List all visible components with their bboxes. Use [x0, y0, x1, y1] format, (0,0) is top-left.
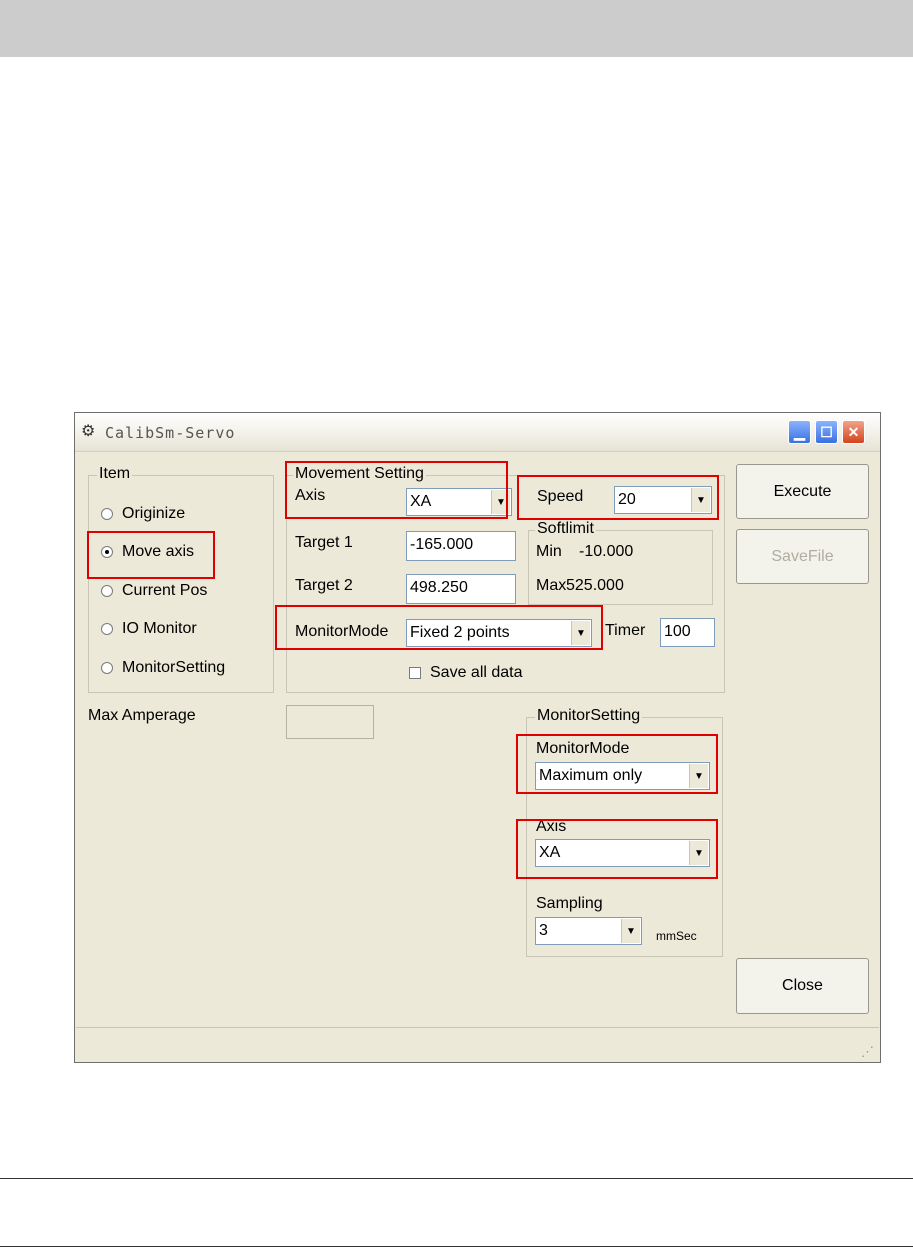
ms-sampling-label: Sampling	[536, 895, 603, 912]
minimize-button[interactable]	[788, 420, 811, 444]
footer-rule-bottom	[0, 1246, 913, 1247]
radio-label-move-axis[interactable]: Move axis	[122, 543, 195, 560]
maximize-button[interactable]	[815, 420, 838, 444]
radio-label-monitorsetting[interactable]: MonitorSetting	[122, 659, 226, 676]
axis-label: Axis	[295, 487, 326, 504]
speed-label: Speed	[537, 488, 584, 505]
savefile-button[interactable]: SaveFile	[736, 529, 869, 584]
radio-label-current-pos[interactable]: Current Pos	[122, 582, 208, 599]
max-amperage-label: Max Amperage	[88, 707, 196, 724]
header-band	[0, 0, 913, 57]
ms-monitor-mode-value: Maximum only	[539, 767, 643, 784]
radio-label-originize[interactable]: Originize	[122, 505, 186, 522]
status-bar	[76, 1027, 879, 1062]
chevron-down-icon[interactable]: ▼	[691, 488, 710, 512]
close-button[interactable]: Close	[736, 958, 869, 1014]
chevron-down-icon[interactable]: ▼	[621, 919, 640, 943]
softlimit-min-value: -10.000	[579, 543, 634, 560]
save-all-label[interactable]: Save all data	[430, 664, 523, 681]
item-group-legend: Item	[99, 465, 131, 482]
softlimit-legend: Softlimit	[537, 520, 594, 537]
ms-monitor-mode-label: MonitorMode	[536, 740, 630, 757]
calibsm-servo-window	[74, 412, 881, 1063]
target2-field[interactable]: 498.250	[406, 574, 516, 604]
app-icon: ⚙	[81, 423, 96, 440]
monitor-mode-select-value: Fixed 2 points	[410, 624, 510, 641]
softlimit-max-value: 525.000	[566, 577, 624, 594]
execute-button[interactable]: Execute	[736, 464, 869, 519]
ms-sampling-unit: mmSec	[656, 929, 697, 943]
chevron-down-icon[interactable]: ▼	[689, 764, 708, 788]
monitor-mode-label: MonitorMode	[295, 623, 389, 640]
ms-sampling-select[interactable]	[535, 917, 642, 945]
highlight-ms-monitor-mode	[516, 734, 718, 794]
title-bar[interactable]	[75, 413, 880, 452]
timer-label: Timer	[605, 622, 646, 639]
ms-axis-label: Axis	[536, 818, 567, 835]
timer-field[interactable]: 100	[660, 618, 715, 647]
highlight-speed	[517, 475, 719, 520]
resize-grip-icon[interactable]: ⋰	[861, 1044, 874, 1059]
radio-label-io-monitor[interactable]: IO Monitor	[122, 620, 197, 637]
highlight-ms-axis	[516, 819, 718, 879]
chevron-down-icon[interactable]: ▼	[689, 841, 708, 865]
highlight-move-axis	[87, 531, 215, 579]
max-amperage-field	[286, 705, 374, 739]
window-title: CalibSm-Servo	[105, 424, 236, 442]
radio-io-monitor[interactable]	[101, 623, 113, 635]
softlimit-min-label: Min	[536, 543, 562, 560]
ms-axis-value: XA	[539, 844, 561, 861]
minimize-icon: ▁	[794, 424, 805, 440]
axis-select-value: XA	[410, 493, 432, 510]
ms-sampling-value: 3	[539, 922, 548, 939]
chevron-down-icon[interactable]: ▼	[491, 490, 510, 514]
radio-current-pos[interactable]	[101, 585, 113, 597]
target1-label: Target 1	[295, 534, 353, 551]
save-all-checkbox[interactable]	[409, 667, 421, 679]
maximize-icon: ☐	[820, 424, 833, 440]
highlight-monitor-mode	[275, 605, 603, 650]
radio-monitorsetting[interactable]	[101, 662, 113, 674]
softlimit-max-label: Max	[536, 577, 567, 594]
radio-originize[interactable]	[101, 508, 113, 520]
target2-label: Target 2	[295, 577, 353, 594]
close-icon: ✕	[847, 424, 860, 440]
movement-setting-legend: Movement Setting	[295, 465, 424, 482]
target1-field[interactable]: -165.000	[406, 531, 516, 561]
speed-select-value: 20	[618, 491, 636, 508]
footer-rule-top	[0, 1178, 913, 1179]
highlight-movement-axis	[285, 461, 508, 519]
monitor-setting-legend: MonitorSetting	[537, 707, 641, 724]
chevron-down-icon[interactable]: ▼	[571, 621, 590, 645]
close-window-button[interactable]	[842, 420, 865, 444]
